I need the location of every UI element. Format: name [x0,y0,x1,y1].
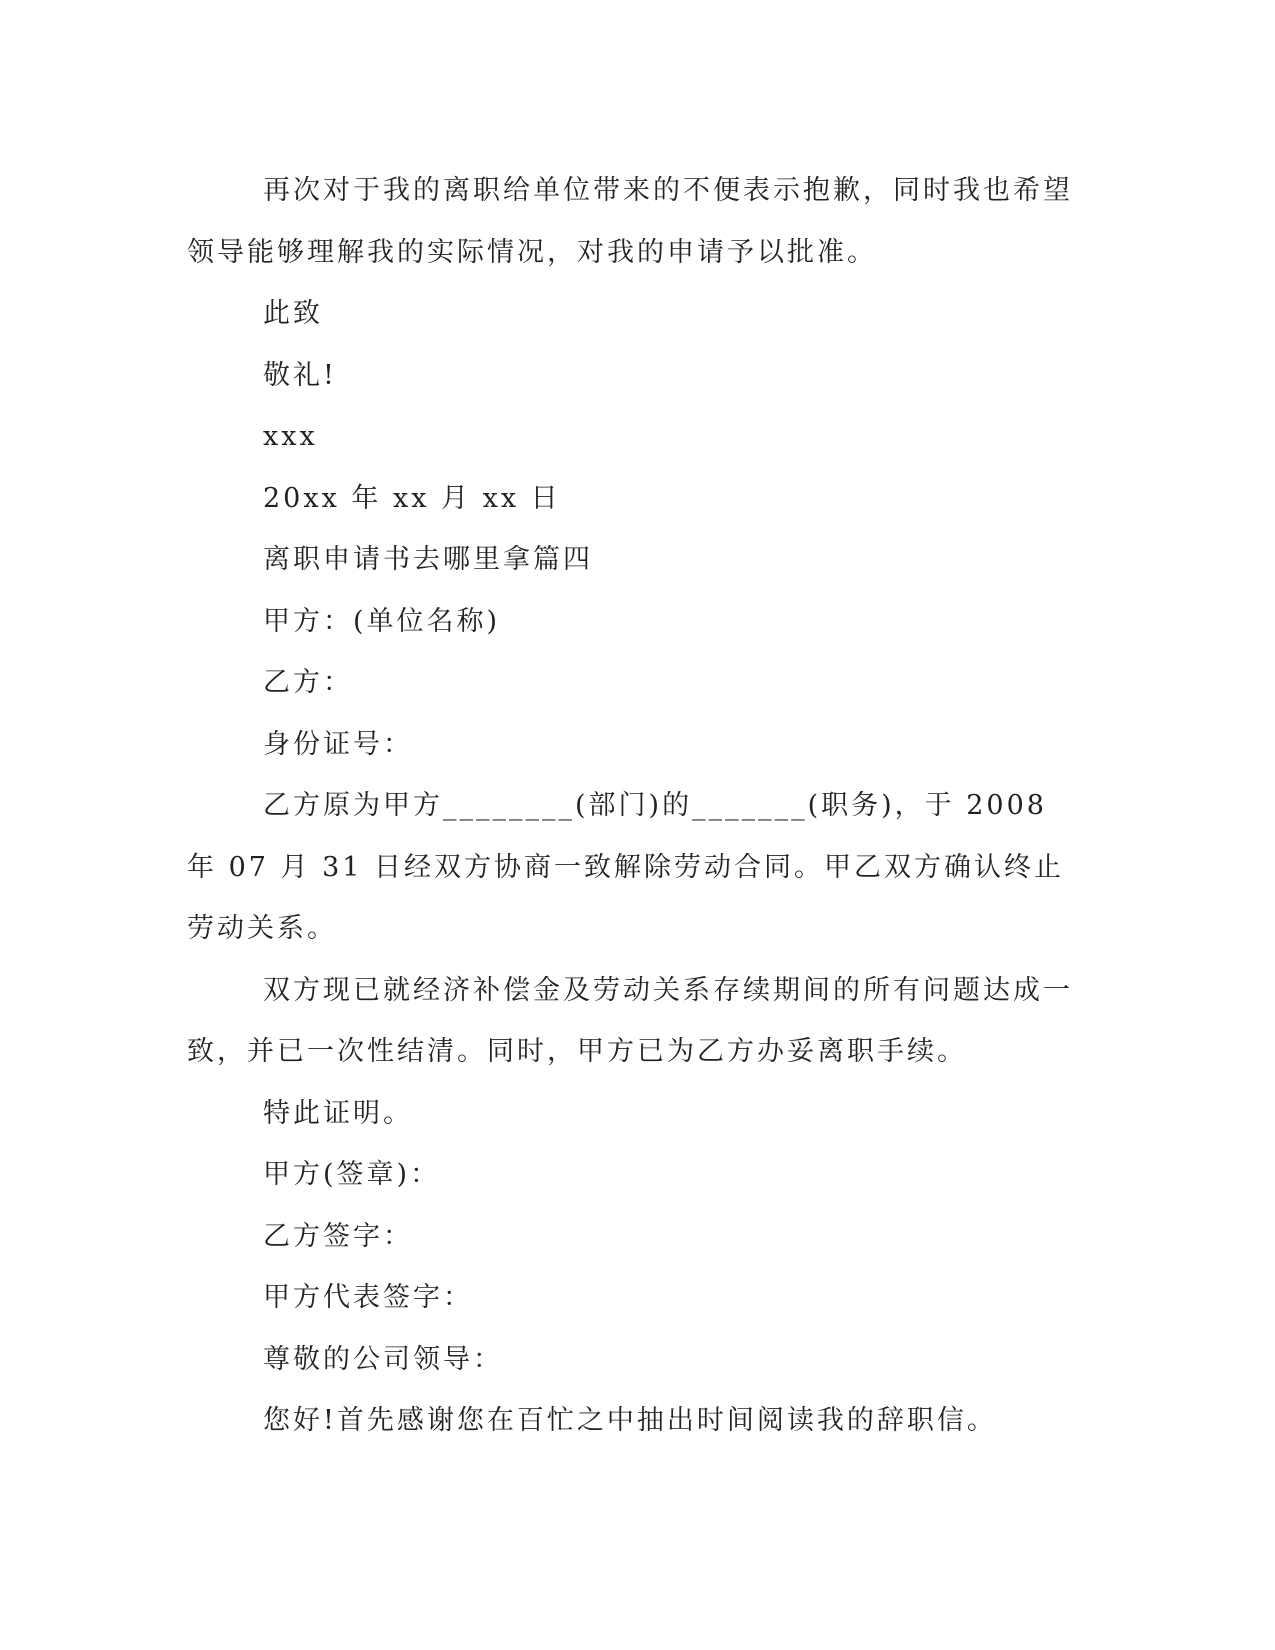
id-number-line: 身份证号： [263,728,413,760]
letter-opening: 您好!首先感谢您在百忙之中抽出时间阅读我的辞职信。 [263,1405,997,1436]
certification-line: 特此证明。 [263,1097,413,1129]
party-b-line: 乙方： [263,667,353,698]
party-a-representative-line: 甲方代表签字： [263,1282,473,1313]
letter-greeting: 尊敬的公司领导： [263,1343,503,1375]
closing-regards: 敬礼! [263,359,337,391]
settlement-paragraph: 双方现已就经济补偿金及劳动关系存续期间的所有问题达成一致，并已一次性结清。同时，甲方已为乙方办妥离职手续。 [187,974,1073,1067]
closing-salutation: 此致 [263,298,323,329]
section-heading: 离职申请书去哪里拿篇四 [263,544,593,575]
party-a-line: 甲方：(单位名称) [263,605,501,637]
party-a-seal-line: 甲方(签章)： [263,1159,441,1190]
apology-paragraph: 再次对于我的离职给单位带来的不便表示抱歉，同时我也希望领导能够理解我的实际情况，对我的申请予以批准。 [187,175,1073,268]
letter-date: 20xx 年 xx 月 xx 日 [263,482,561,514]
party-b-signature-line: 乙方签字： [263,1220,413,1252]
signer-name: xxx [263,421,318,452]
document-body [187,160,1080,1452]
termination-paragraph: 乙方原为甲方________(部门)的_______(职务)，于 2008 年 07 月 31 日经双方协商一致解除劳动合同。甲乙双方确认终止劳动关系。 [187,790,1065,944]
